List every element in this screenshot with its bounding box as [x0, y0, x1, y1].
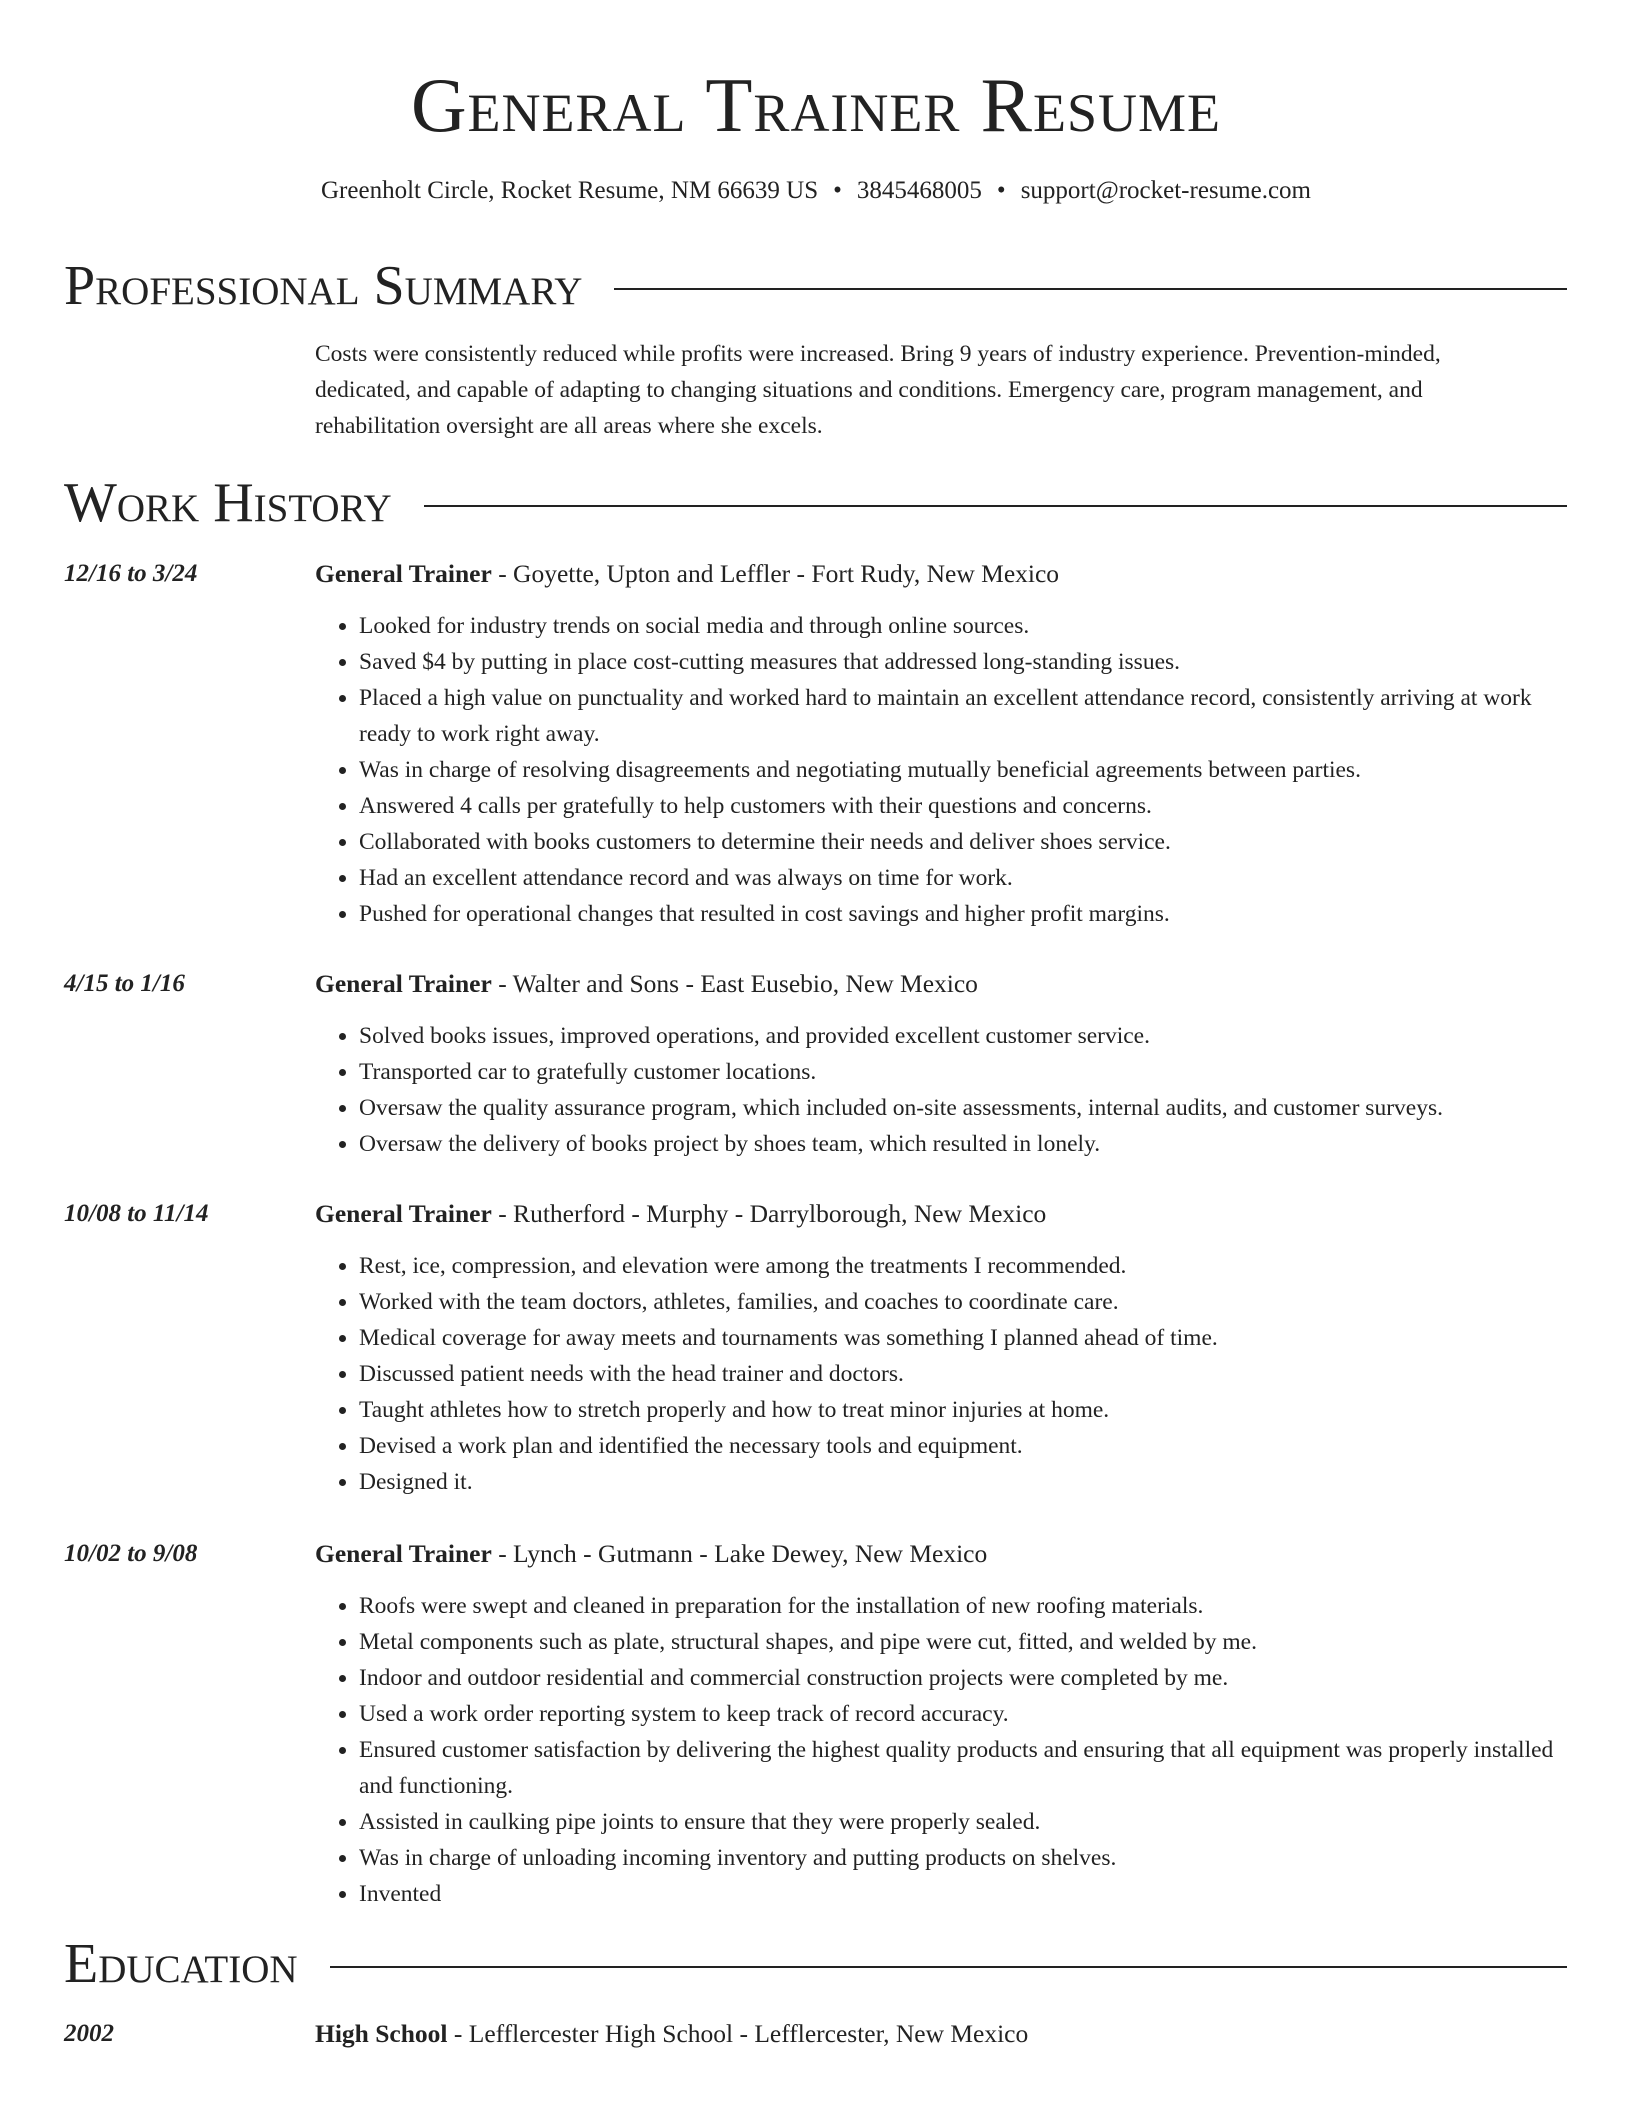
- contact-separator: •: [833, 177, 842, 204]
- contact-phone: 3845468005: [856, 177, 982, 204]
- list-item: • Placed a high value on punctuality and worked hard to maintain an excellent attendance record, consistently arriving at work ready to work right away.: [359, 680, 1567, 752]
- education-credential: [315, 2016, 1028, 2052]
- list-item: • Metal components such as plate, structural shapes, and pipe were cut, fitted, and welded by me.: [359, 1624, 1567, 1660]
- section-divider: [424, 505, 1567, 507]
- list-item: • Oversaw the delivery of books project by shoes team, which resulted in lonely.: [359, 1126, 1567, 1162]
- list-item: • Designed it.: [359, 1464, 1567, 1500]
- work-dates: 10/02 to 9/08: [64, 1540, 198, 1567]
- work-bullets: [315, 1248, 1567, 1500]
- list-item: • Was in charge of resolving disagreements and negotiating mutually beneficial agreements between parties.: [359, 752, 1567, 788]
- section-title: Education: [64, 1933, 298, 1995]
- list-item: • Taught athletes how to stretch properly and how to treat minor injuries at home.: [359, 1392, 1567, 1428]
- list-item: • Had an excellent attendance record and was always on time for work.: [359, 860, 1567, 896]
- job-title: General Trainer: [315, 1199, 492, 1228]
- job-details: - Lynch - Gutmann - Lake Dewey, New Mexico: [491, 1539, 988, 1568]
- work-position: [315, 1536, 987, 1572]
- list-item: • Rest, ice, compression, and elevation were among the treatments I recommended.: [359, 1248, 1567, 1284]
- list-item: • Assisted in caulking pipe joints to ensure that they were properly sealed.: [359, 1804, 1567, 1840]
- work-position: [315, 1196, 1046, 1232]
- list-item: • Pushed for operational changes that resulted in cost savings and higher profit margins.: [359, 896, 1567, 932]
- section-divider: [330, 1966, 1567, 1968]
- work-dates: 12/16 to 3/24: [64, 560, 198, 587]
- contact-separator: •: [996, 177, 1006, 204]
- education-year: 2002: [64, 2020, 114, 2047]
- section-title: Work History: [64, 472, 392, 534]
- list-item: • Roofs were swept and cleaned in preparation for the installation of new roofing materials.: [359, 1588, 1567, 1624]
- list-item: • Answered 4 calls per gratefully to help customers with their questions and concerns.: [359, 788, 1567, 824]
- list-item: • Ensured customer satisfaction by delivering the highest quality products and ensuring that all equipment was properly installed and functioning.: [359, 1732, 1567, 1804]
- contact-address: Greenholt Circle, Rocket Resume, NM 66639 US: [321, 177, 819, 204]
- list-item: • Was in charge of unloading incoming inventory and putting products on shelves.: [359, 1840, 1567, 1876]
- list-item: • Looked for industry trends on social media and through online sources.: [359, 608, 1567, 644]
- work-position: [315, 556, 1059, 592]
- work-bullets: [315, 608, 1567, 932]
- section-heading-education: [64, 1932, 1567, 1996]
- work-dates: 10/08 to 11/14: [64, 1200, 209, 1227]
- list-item: • Devised a work plan and identified the necessary tools and equipment.: [359, 1428, 1567, 1464]
- work-dates: 4/15 to 1/16: [64, 970, 185, 997]
- list-item: • Collaborated with books customers to determine their needs and deliver shoes service.: [359, 824, 1567, 860]
- section-heading-work-history: [64, 471, 1567, 535]
- work-position: [315, 966, 978, 1002]
- list-item: • Indoor and outdoor residential and commercial construction projects were completed by me.: [359, 1660, 1567, 1696]
- list-item: • Used a work order reporting system to keep track of record accuracy.: [359, 1696, 1567, 1732]
- school-details: - Lefflercester High School - Lefflercester, New Mexico: [447, 2019, 1029, 2048]
- section-heading-summary: [64, 254, 1567, 318]
- list-item: • Transported car to gratefully customer locations.: [359, 1054, 1567, 1090]
- list-item: • Worked with the team doctors, athletes, families, and coaches to coordinate care.: [359, 1284, 1567, 1320]
- job-details: - Goyette, Upton and Leffler - Fort Rudy, New Mexico: [491, 559, 1060, 588]
- work-bullets: [315, 1018, 1567, 1162]
- list-item: • Invented: [359, 1876, 1567, 1912]
- job-details: - Walter and Sons - East Eusebio, New Mexico: [491, 969, 978, 998]
- contact-line: [0, 176, 1632, 206]
- job-details: - Rutherford - Murphy - Darrylborough, New Mexico: [491, 1199, 1047, 1228]
- list-item: • Solved books issues, improved operations, and provided excellent customer service.: [359, 1018, 1567, 1054]
- list-item: • Discussed patient needs with the head trainer and doctors.: [359, 1356, 1567, 1392]
- list-item: • Medical coverage for away meets and tournaments was something I planned ahead of time.: [359, 1320, 1567, 1356]
- section-divider: [614, 288, 1567, 290]
- job-title: General Trainer: [315, 969, 492, 998]
- resume-title: General Trainer Resume: [410, 62, 1222, 148]
- list-item: • Oversaw the quality assurance program, which included on-site assessments, internal audits, and customer surveys.: [359, 1090, 1567, 1126]
- summary-text: Costs were consistently reduced while profits were increased. Bring 9 years of industry experience. Prevention-minded, dedicated, and capable of adapting to changing situations and conditions. Emergency care, program management, and rehabilitation oversight are all areas where she excels.: [315, 341, 1441, 439]
- degree: High School: [315, 2019, 448, 2048]
- contact-email: support@rocket-resume.com: [1020, 177, 1311, 204]
- section-title: Professional Summary: [64, 255, 583, 317]
- job-title: General Trainer: [315, 559, 492, 588]
- job-title: General Trainer: [315, 1539, 492, 1568]
- work-bullets: [315, 1588, 1567, 1912]
- list-item: • Saved $4 by putting in place cost-cutting measures that addressed long-standing issues.: [359, 644, 1567, 680]
